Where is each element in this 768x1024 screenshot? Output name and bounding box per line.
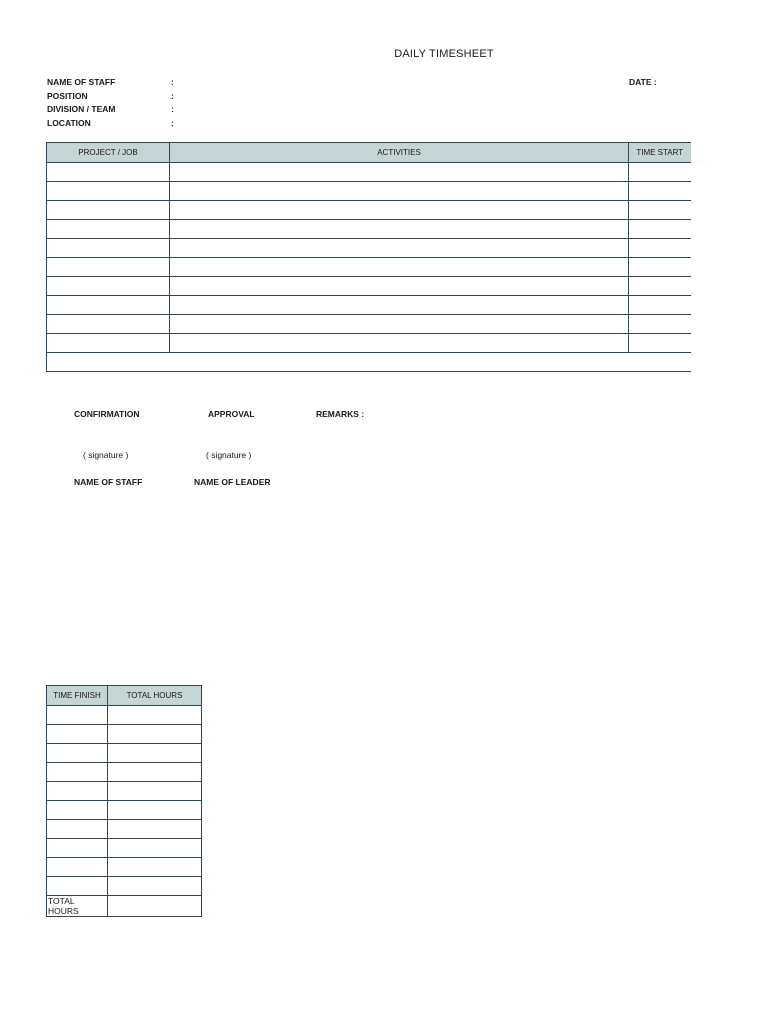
time-start-cell[interactable] <box>629 334 691 353</box>
table-row <box>47 239 691 258</box>
time-finish-cell[interactable] <box>47 725 108 744</box>
table-row <box>47 820 202 839</box>
activity-cell[interactable] <box>170 334 629 353</box>
time-start-cell[interactable] <box>629 277 691 296</box>
time-finish-cell[interactable] <box>47 801 108 820</box>
field-label: NAME OF STAFF <box>47 77 116 87</box>
time-start-cell[interactable] <box>629 201 691 220</box>
table-row <box>47 839 202 858</box>
project-cell[interactable] <box>47 296 170 315</box>
time-start-cell[interactable] <box>629 315 691 334</box>
total-hours-row <box>47 896 202 917</box>
table-row <box>47 763 202 782</box>
activity-cell[interactable] <box>170 201 629 220</box>
table-row <box>47 858 202 877</box>
table-row <box>47 877 202 896</box>
table-row <box>47 258 691 277</box>
summary-cell[interactable] <box>47 353 691 372</box>
table-row <box>47 163 691 182</box>
total-hours-cell[interactable] <box>108 839 202 858</box>
project-cell[interactable] <box>47 258 170 277</box>
table-row <box>47 296 691 315</box>
grand-total-cell[interactable] <box>108 896 202 917</box>
field-colon: : <box>171 91 174 101</box>
total-hours-cell[interactable] <box>108 744 202 763</box>
table-row <box>47 801 202 820</box>
total-hours-cell[interactable] <box>108 858 202 877</box>
hours-table <box>46 685 202 917</box>
field-label: DIVISION / TEAM <box>47 104 116 114</box>
column-header-time-finish: TIME FINISH <box>47 686 108 706</box>
field-colon: : <box>171 104 174 114</box>
table-row <box>47 744 202 763</box>
time-start-cell[interactable] <box>629 182 691 201</box>
field-label: LOCATION <box>47 118 91 128</box>
time-finish-cell[interactable] <box>47 782 108 801</box>
time-start-cell[interactable] <box>629 220 691 239</box>
table-row <box>47 706 202 725</box>
project-cell[interactable] <box>47 315 170 334</box>
staff-signature-label: ( signature ) <box>83 450 129 460</box>
field-name-of-staff <box>47 77 174 87</box>
time-finish-cell[interactable] <box>47 839 108 858</box>
activity-cell[interactable] <box>170 277 629 296</box>
table-row <box>47 782 202 801</box>
name-of-staff-label: NAME OF STAFF <box>74 477 143 487</box>
total-hours-label: TOTAL HOURS <box>47 896 108 917</box>
time-start-cell[interactable] <box>629 239 691 258</box>
approval-label: APPROVAL <box>208 409 255 419</box>
column-header-total-hours: TOTAL HOURS <box>108 686 202 706</box>
total-hours-cell[interactable] <box>108 877 202 896</box>
column-header-activities: ACTIVITIES <box>170 143 629 163</box>
table-row <box>47 277 691 296</box>
time-start-cell[interactable] <box>629 296 691 315</box>
project-cell[interactable] <box>47 334 170 353</box>
activity-cell[interactable] <box>170 220 629 239</box>
name-of-leader-label: NAME OF LEADER <box>194 477 271 487</box>
time-start-cell[interactable] <box>629 163 691 182</box>
column-header-time-start: TIME START <box>629 143 691 163</box>
time-start-cell[interactable] <box>629 258 691 277</box>
date-label: DATE : <box>629 77 657 87</box>
total-hours-cell[interactable] <box>108 725 202 744</box>
activity-cell[interactable] <box>170 182 629 201</box>
activity-cell[interactable] <box>170 239 629 258</box>
table-row <box>47 315 691 334</box>
total-hours-cell[interactable] <box>108 763 202 782</box>
field-label: POSITION <box>47 91 88 101</box>
table-row <box>47 201 691 220</box>
page-title: DAILY TIMESHEET <box>394 48 494 60</box>
table-row <box>47 334 691 353</box>
activity-cell[interactable] <box>170 296 629 315</box>
activity-cell[interactable] <box>170 163 629 182</box>
field-colon: : <box>171 77 174 87</box>
total-hours-cell[interactable] <box>108 706 202 725</box>
table-summary-row <box>47 353 691 372</box>
table-header-row <box>47 143 691 163</box>
field-position <box>47 91 174 101</box>
activity-table <box>46 142 691 372</box>
total-hours-cell[interactable] <box>108 820 202 839</box>
field-location <box>47 118 174 128</box>
confirmation-label: CONFIRMATION <box>74 409 140 419</box>
table-header-row <box>47 686 202 706</box>
total-hours-cell[interactable] <box>108 782 202 801</box>
table-row <box>47 725 202 744</box>
time-finish-cell[interactable] <box>47 820 108 839</box>
time-finish-cell[interactable] <box>47 858 108 877</box>
project-cell[interactable] <box>47 239 170 258</box>
time-finish-cell[interactable] <box>47 706 108 725</box>
time-finish-cell[interactable] <box>47 877 108 896</box>
column-header-project: PROJECT / JOB <box>47 143 170 163</box>
remarks-label: REMARKS : <box>316 409 365 419</box>
leader-signature-label: ( signature ) <box>206 450 252 460</box>
time-finish-cell[interactable] <box>47 744 108 763</box>
project-cell[interactable] <box>47 220 170 239</box>
total-hours-cell[interactable] <box>108 801 202 820</box>
project-cell[interactable] <box>47 163 170 182</box>
table-row <box>47 220 691 239</box>
time-finish-cell[interactable] <box>47 763 108 782</box>
project-cell[interactable] <box>47 182 170 201</box>
project-cell[interactable] <box>47 277 170 296</box>
project-cell[interactable] <box>47 201 170 220</box>
activity-cell[interactable] <box>170 258 629 277</box>
table-row <box>47 182 691 201</box>
field-colon: : <box>171 118 174 128</box>
activity-cell[interactable] <box>170 315 629 334</box>
field-division-team <box>47 104 174 114</box>
